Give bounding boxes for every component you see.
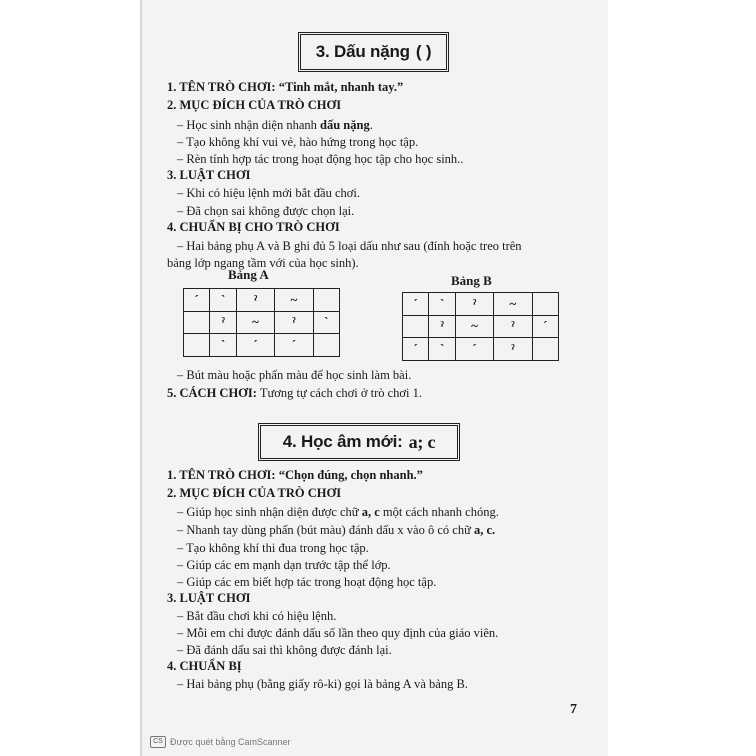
section3-prep-1: – Hai bảng phụ A và B ghi đủ 5 loại dấu như sau (đính hoặc treo trên: [177, 239, 522, 253]
section4-purpose-4: – Giúp các em mạnh dạn trước tập thể lớp.: [177, 558, 391, 572]
board-b-cell: ˋ: [429, 293, 455, 316]
board-b-cell: ˀ: [455, 293, 493, 316]
board-b-cell: ˀ: [429, 315, 455, 338]
board-b-cell: ˊ: [532, 315, 558, 338]
section4-body: [167, 0, 607, 700]
board-a-cell: ˊ: [275, 334, 313, 357]
section4-purpose-heading: 2. MỤC ĐÍCH CỦA TRÒ CHƠI: [167, 486, 342, 500]
board-a-cell: ~: [236, 311, 274, 334]
section3-purpose-heading: 2. MỤC ĐÍCH CỦA TRÒ CHƠI: [167, 98, 342, 112]
section3-title-mark: ( ): [415, 42, 432, 61]
board-b-cell: ˀ: [494, 315, 532, 338]
section3-purpose-1: – Học sinh nhận diện nhanh dấu nặng.: [177, 118, 373, 132]
scanner-footer: [150, 736, 291, 748]
section4-prep-heading: 4. CHUẨN BỊ: [167, 659, 242, 673]
board-b-label: Bảng B: [451, 273, 492, 288]
board-b-cell: ˀ: [494, 338, 532, 361]
section3-rules-heading: 3. LUẬT CHƠI: [167, 168, 251, 182]
section4-title-letters: a; c: [408, 431, 436, 452]
section3-rules-2: – Đã chọn sai không được chọn lại.: [177, 204, 355, 218]
board-a-cell: ˀ: [210, 311, 236, 334]
section3-purpose-3: – Rèn tính hợp tác trong hoạt động học tập cho học sinh..: [177, 152, 464, 166]
section4-rules-3: – Đã đánh dấu sai thì không được đánh lại.: [177, 643, 392, 657]
section4-rules-heading: 3. LUẬT CHƠI: [167, 591, 251, 605]
section3-prep-heading: 4. CHUẨN BỊ CHO TRÒ CHƠI: [167, 220, 340, 234]
board-b-cell: ˊ: [455, 338, 493, 361]
section4-prep-1: – Hai bảng phụ (bằng giấy rô-ki) gọi là bảng A và bảng B.: [177, 677, 468, 691]
board-a-cell: ˀ: [275, 311, 313, 334]
section3-purpose-2: – Tạo không khí vui vẻ, hào hứng trong học tập.: [177, 135, 419, 149]
board-b-cell: ˊ: [403, 293, 429, 316]
section4-purpose-2: – Nhanh tay dùng phấn (bút màu) đánh dấu x vào ô có chữ a, c.: [177, 523, 496, 537]
board-a-cell: ˋ: [210, 289, 236, 312]
section4-purpose-1: – Giúp học sinh nhận diện được chữ a, c một cách nhanh chóng.: [177, 505, 499, 519]
board-a-cell: ˊ: [184, 289, 210, 312]
page-edge: [140, 0, 142, 756]
board-b-cell: ˊ: [403, 338, 429, 361]
section4-rules-2: – Mỗi em chỉ được đánh dấu số lần theo quy định của giáo viên.: [177, 626, 499, 640]
section4-purpose-5: – Giúp các em biết hợp tác trong hoạt động học tập.: [177, 575, 437, 589]
scanner-footer-text: Được quét bằng CamScanner: [170, 737, 291, 747]
section4-rules-1: – Bắt đầu chơi khi có hiệu lệnh.: [177, 609, 337, 623]
board-a-label: Bảng A: [228, 267, 269, 282]
board-b-cell: ˋ: [429, 338, 455, 361]
section4-game-name: 1. TÊN TRÒ CHƠI: “Chọn đúng, chọn nhanh.”: [167, 468, 423, 482]
section4-title-text: 4. Học âm mới:: [282, 432, 403, 451]
section3-title-text: 3. Dấu nặng: [315, 42, 410, 61]
page-number: 7: [570, 702, 577, 717]
camscanner-icon: CS: [150, 736, 166, 748]
section3-game-name: 1. TÊN TRÒ CHƠI: “Tinh mắt, nhanh tay.”: [167, 80, 404, 94]
board-a-cell: ˋ: [210, 334, 236, 357]
board-a-cell: ~: [275, 289, 313, 312]
board-b-cell: ~: [455, 315, 493, 338]
section3-after-board: – Bút màu hoặc phấn màu để học sinh làm bài.: [177, 368, 412, 382]
section3-rules-1: – Khi có hiệu lệnh mới bắt đầu chơi.: [177, 186, 360, 200]
section3-howto: 5. CÁCH CHƠI: Tương tự cách chơi ở trò chơi 1.: [167, 386, 423, 400]
board-a-cell: ˊ: [236, 334, 274, 357]
section3-prep-2: bảng lớp ngang tầm với của học sinh).: [167, 256, 359, 270]
board-a-cell: ˋ: [313, 311, 339, 334]
section4-purpose-3: – Tạo không khí thi đua trong học tập.: [177, 541, 369, 555]
board-a-cell: ˀ: [236, 289, 274, 312]
board-b-cell: ~: [494, 293, 532, 316]
